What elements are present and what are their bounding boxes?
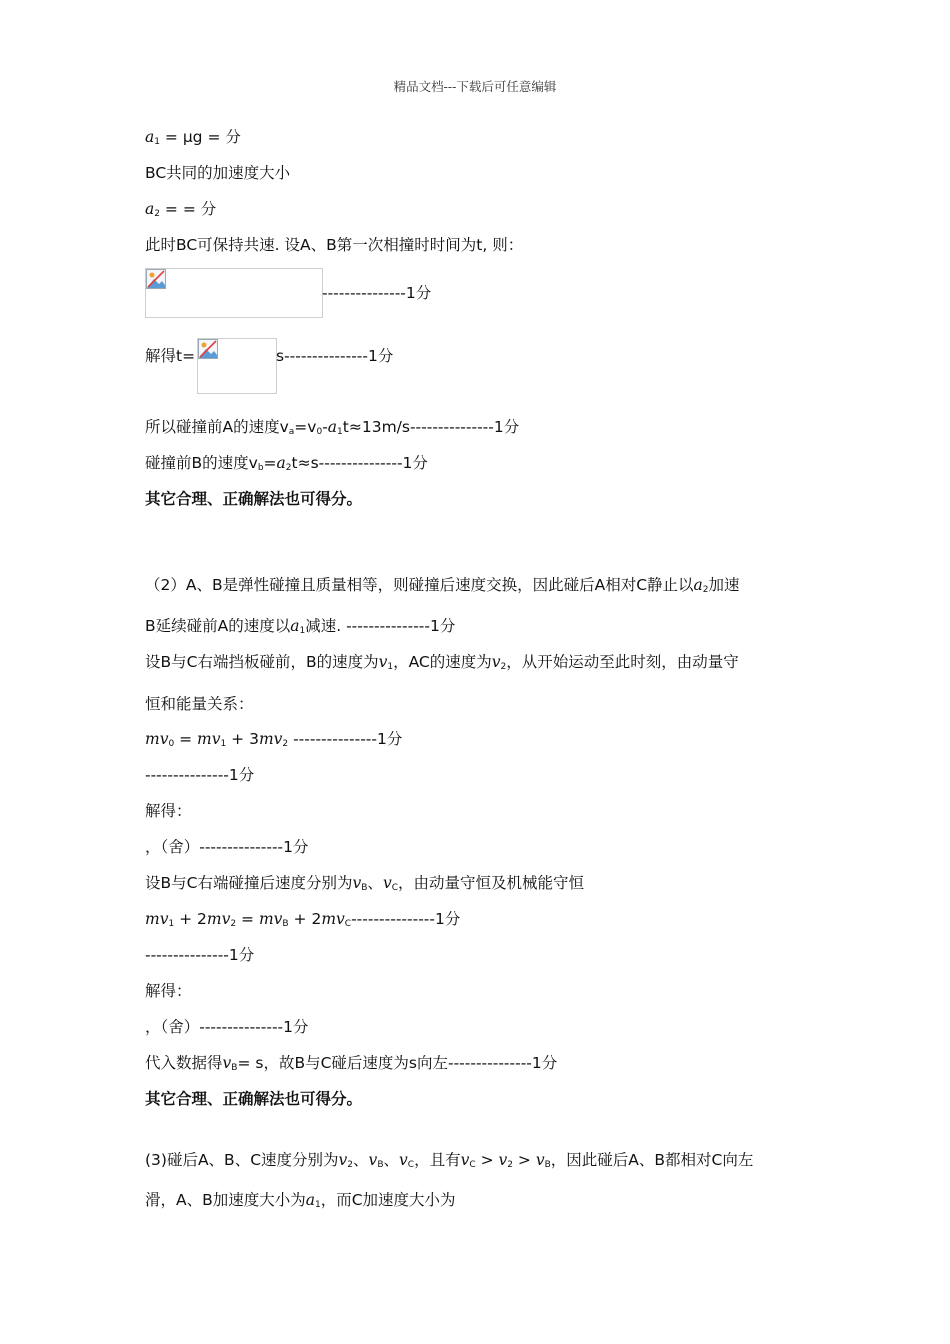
page-header: 精品文档---下载后可任意编辑 — [393, 79, 557, 94]
momentum-equation-2: $mv_1 + 2mv_2 = mv_B + 2mv_C---------------1$分 — [145, 910, 461, 929]
velocity-b-line: 碰撞前B的速度$v_b=a_2t\approx s---------------1$分 — [145, 454, 428, 473]
momentum-equation-1: $mv_0 = mv_1 + 3mv_2$ ---------------1分 — [145, 730, 403, 749]
equation-image — [145, 268, 323, 318]
score-line-17: ，（舍）---------------1分 — [145, 838, 309, 856]
formula-a1: $a_1 = \mu g$ = 分 — [145, 128, 241, 147]
broken-image-icon — [146, 269, 166, 289]
substitute-line: 代入数据得$v_B= s$，故B与C碰后速度为s向左---------------1分 — [145, 1054, 558, 1073]
formula-a2: $a_2$ = = 分 — [145, 200, 217, 219]
part2-line-4: 恒和能量关系： — [145, 695, 254, 713]
solve-label-2: 解得： — [145, 982, 192, 1000]
score-line-6: s---------------1分 — [276, 347, 394, 365]
part2-line-3: 设B与C右端挡板碰前，B的速度为$v_1$，AC的速度为$v_2$，从开始运动至此时刻，由动量守 — [145, 653, 739, 672]
part2-intro: （2）A、B是弹性碰撞且质量相等，则碰撞后速度交换，因此碰后A相对C静止以$a_2$加速 — [145, 576, 740, 595]
score-line-22: ，（舍）---------------1分 — [145, 1018, 309, 1036]
collision-time-text: 此时BC可保持共速. 设A、B第一次相撞时时间为t, 则： — [145, 236, 524, 254]
broken-image-icon — [198, 339, 218, 359]
score-line-5: ---------------1分 — [322, 284, 432, 302]
note-alternative-2: 其它合理、正确解法也可得分。 — [145, 1090, 363, 1108]
velocity-a-line: 所以碰撞前A的速度$v_a=v_0-a_1t\approx 13m/s---------------1$分 — [145, 418, 520, 437]
note-alternative-1: 其它合理、正确解法也可得分。 — [145, 490, 363, 508]
solve-t-label: 解得t= — [145, 347, 196, 365]
part3-intro: (3)碰后A、B、C速度分别为$v_2$、$v_B$、$v_C$，且有$v_C > v_2 > v_B$，因此碰后A、B都相对C向左 — [145, 1151, 754, 1170]
part2-line-2: B延续碰前A的速度以$a_1$减速. ---------------1分 — [145, 617, 456, 636]
solve-label-1: 解得： — [145, 802, 192, 820]
equation-image-t — [197, 338, 277, 394]
part2-line-collision: 设B与C右端碰撞后速度分别为$v_B$、$v_C$，由动量守恒及机械能守恒 — [145, 874, 585, 893]
score-line-15: ---------------1分 — [145, 766, 255, 784]
score-line-20: ---------------1分 — [145, 946, 255, 964]
part3-line-2: 滑，A、B加速度大小为$a_1$，而C加速度大小为 — [145, 1191, 456, 1210]
bc-acceleration-text: BC共同的加速度大小 — [145, 164, 291, 182]
